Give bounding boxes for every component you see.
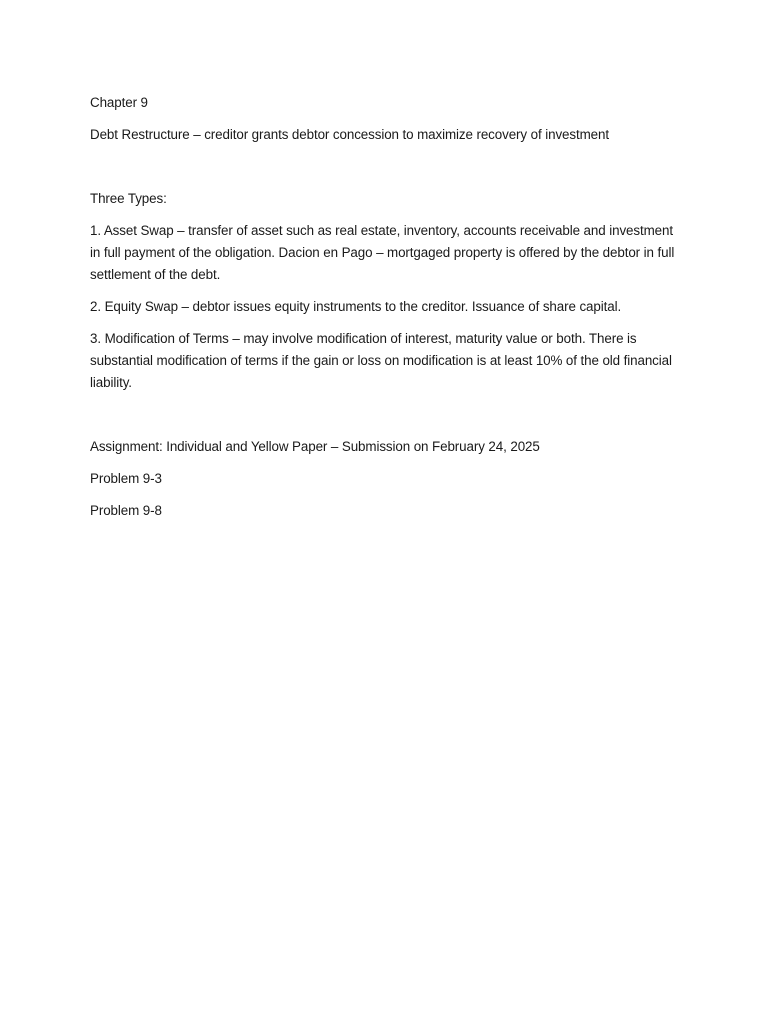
type-asset-swap: 1. Asset Swap – transfer of asset such as real estate, inventory, accounts receivable and investment in full payment of the obligation. Dacion en Pago – mortgaged property is offered by the debtor in full settlement of the debt. <box>90 223 675 282</box>
assignment-line: Assignment: Individual and Yellow Paper – Submission on February 24, 2025 <box>90 439 540 454</box>
chapter-heading: Chapter 9 <box>90 95 148 110</box>
debt-restructure-definition: Debt Restructure – creditor grants debtor concession to maximize recovery of investment <box>90 127 609 142</box>
problem-item: Problem 9-8 <box>90 503 162 518</box>
type-modification-of-terms: 3. Modification of Terms – may involve modification of interest, maturity value or both. There is substantial modification of terms if the gain or loss on modification is at least 10% of the old financial liability. <box>90 331 672 390</box>
type-equity-swap: 2. Equity Swap – debtor issues equity instruments to the creditor. Issuance of share capital. <box>90 299 622 314</box>
types-heading: Three Types: <box>90 191 167 206</box>
document-body <box>90 92 686 532</box>
blank-line <box>90 156 686 188</box>
problem-item: Problem 9-3 <box>90 471 162 486</box>
blank-line <box>90 404 686 436</box>
